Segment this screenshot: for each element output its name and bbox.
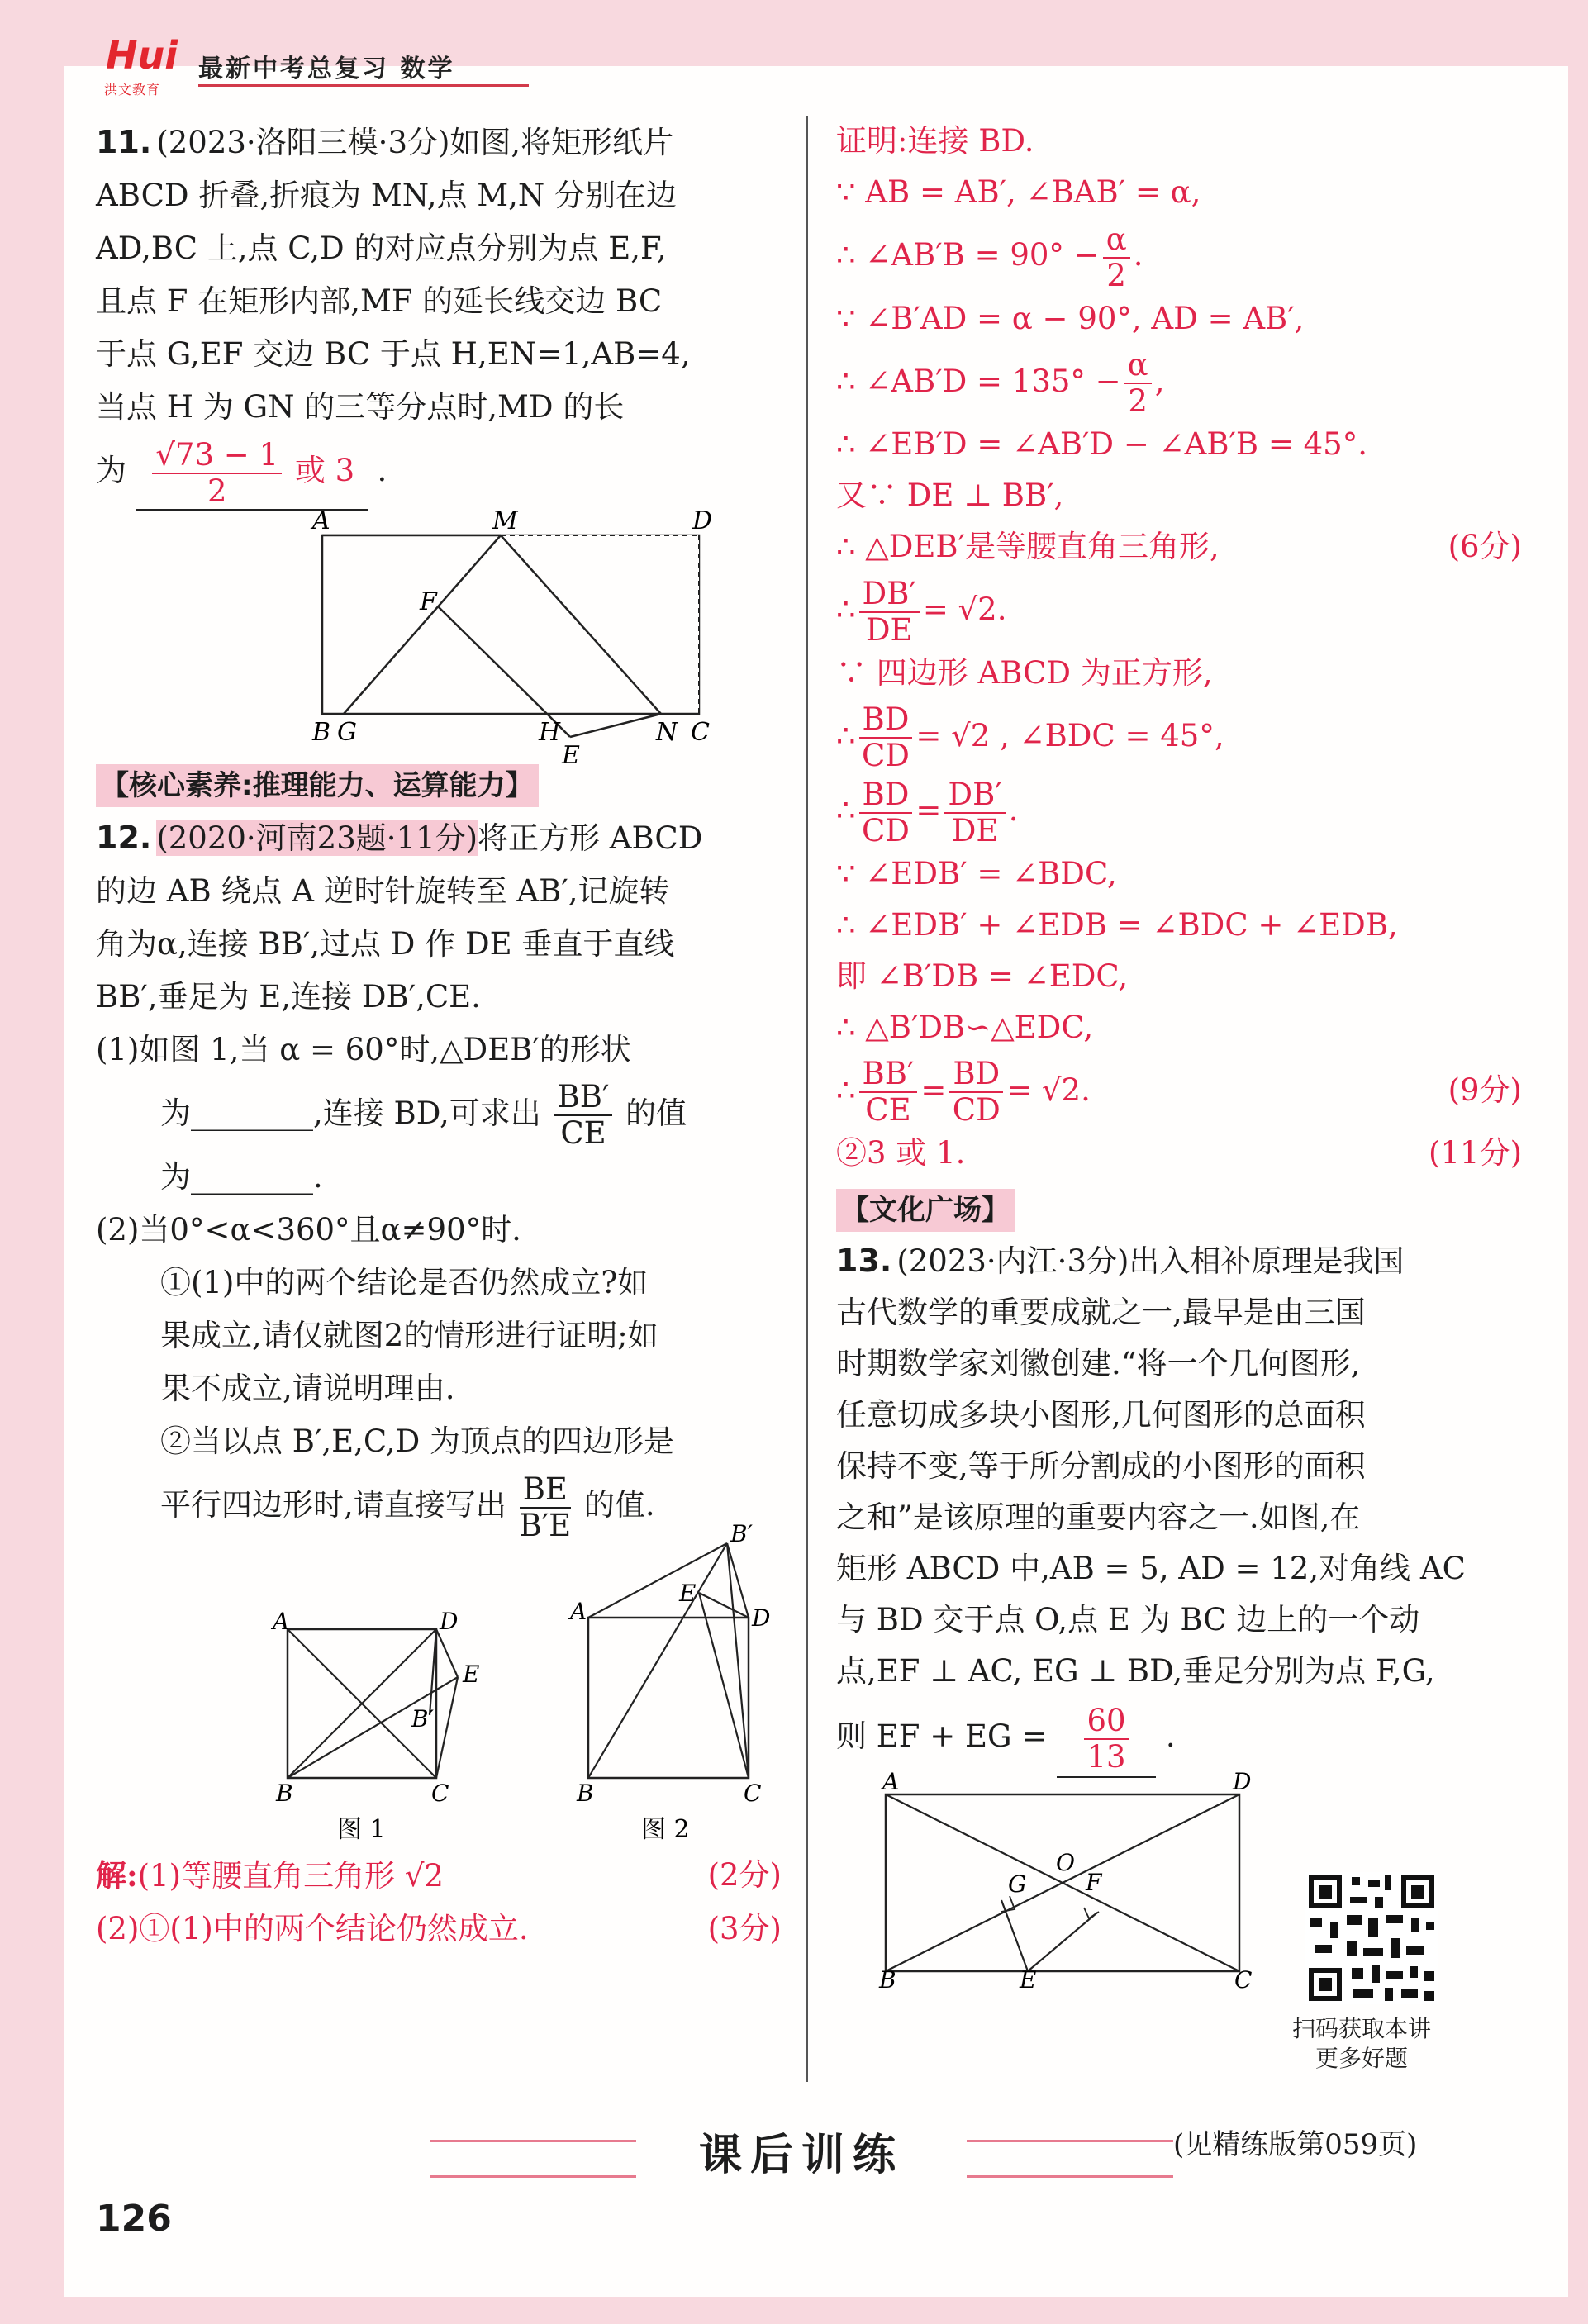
q11-line: AD,BC 上,点 C,D 的对应点分别为点 E,F, [96,230,667,266]
proof-line: ∵ ∠B′AD = α − 90°, AD = AB′, [836,300,1305,336]
label-c: C [691,717,710,747]
score: (9分) [1448,1072,1522,1108]
q12-part2-line: (2)当0°<α<360°且α≠90°时. [96,1212,521,1248]
q12-part2-1-line: 果成立,请仅就图2的情形进行证明;如 [160,1318,658,1353]
fraction-denominator: B′E [519,1507,572,1543]
fraction-denominator: CD [861,812,910,848]
fig1-label-a: A [273,1607,290,1635]
q13-answer-line [836,1697,1522,1778]
answer-blank [136,434,368,511]
fraction-numerator: BD [859,702,913,739]
text: ∴ ∠AB′B = 90° − [836,237,1100,273]
answer-numerator: √73 − 1 [152,438,282,474]
q11-figure [96,506,782,770]
proof-block [836,116,1522,1179]
solution-label: 解: [96,1856,138,1894]
label-d: D [692,506,713,535]
label-f: F [420,587,437,616]
q12-part1-line: (1)如图 1,当 α = 60°时,△DEB′的形状 [96,1031,631,1067]
text: ∴ [836,717,856,753]
text: 则 EF + EG = [836,1718,1048,1754]
text: ∴ [836,592,856,627]
text: 为________,连接 BD,可求出 [160,1095,541,1131]
fig2-label-a: A [570,1597,587,1625]
proof-line [836,699,1522,774]
text: . [1133,237,1143,273]
fraction-denominator: DE [951,812,999,848]
fraction-numerator: DB′ [944,777,1005,814]
label-a: A [312,506,330,535]
q12-source: (2020·河南23题·11分) [156,820,478,856]
proof-line: 即 ∠B′DB = ∠EDC, [836,958,1129,994]
answer-denominator: 2 [207,473,227,509]
fig2-caption: 图 2 [641,1814,690,1844]
qr-caption-line: 扫码获取本讲 [1291,2015,1431,2042]
q13-label-g: G [1008,1870,1027,1898]
q13-line: 任意切成多块小图形,几何图形的总面积 [836,1397,1366,1433]
text: . [1008,792,1019,828]
fraction-denominator: CD [952,1092,1001,1128]
question-number: 11. [96,124,152,160]
answer-suffix: 或 3 [294,453,355,488]
fraction-denominator: DE [865,611,913,648]
fraction-denominator: CD [861,738,910,773]
text: 的值 [625,1095,687,1131]
fraction-numerator: BB′ [554,1080,613,1116]
header-title: 最新中考总复习 数学 [198,55,455,83]
text: 的值. [583,1487,655,1523]
q13-label-b: B [879,1966,896,1994]
q13-label-d: D [1233,1768,1252,1795]
score: (6分) [1448,529,1522,564]
qr-caption-line: 更多好题 [1315,2045,1408,2072]
proof-line: 证明:连接 BD. [836,123,1034,159]
solution-text: (2)①(1)中的两个结论仍然成立. [96,1910,529,1946]
q13-line: 之和”是该原理的重要内容之一.如图,在 [836,1499,1361,1535]
text: ∴ [836,1072,856,1108]
header-underline [198,84,529,87]
q13-label-e: E [1020,1966,1037,1994]
q13-label-a: A [882,1768,900,1795]
left-column [96,116,782,1956]
text: ∴ [836,792,856,828]
proof-line: ∵ 四边形 ABCD 为正方形, [836,654,1213,691]
q11-line: 且点 F 在矩形内部,MF 的延长线交边 BC [96,283,663,319]
text: = √2. [1006,1072,1091,1108]
qr-code[interactable] [1305,1872,1438,2004]
page-number: 126 [96,2198,172,2240]
fraction-denominator: CE [865,1092,911,1128]
q12-part1-line: 为________. [160,1159,323,1195]
text: ∴ △DEB′是等腰直角三角形, [836,529,1220,564]
header [0,0,1588,99]
fig2-label-b: B [577,1779,594,1807]
q13-line: 与 BD 交于点 O,点 E 为 BC 边上的一个动 [836,1602,1420,1637]
answer-denominator: 13 [1086,1738,1126,1775]
q13-line: 保持不变,等于所分割成的小图形的面积 [836,1448,1366,1484]
column-divider [806,116,808,2082]
score: (3分) [707,1910,782,1946]
fraction-numerator: BD [859,777,913,814]
label-e: E [562,740,580,770]
q11-line: 当点 H 为 GN 的三等分点时,MD 的长 [96,389,625,425]
line-en [570,714,661,737]
question-number: 12. [96,819,152,856]
fraction-numerator: BE [520,1472,571,1509]
fig1-label-e: E [463,1660,480,1688]
proof-line [836,345,1522,420]
fraction-numerator: DB′ [859,577,920,613]
qr-caption [1279,2014,1444,2074]
answer-blank [1057,1697,1156,1778]
question-12 [96,811,782,1956]
q13-label-f: F [1086,1869,1102,1896]
fig2-label-d: D [752,1604,771,1632]
fraction-denominator: 2 [1106,257,1126,293]
q11-line: (2023·洛阳三模·3分)如图,将矩形纸片 [156,125,674,160]
q13-line: 时期数学家刘徽创建.“将一个几何图形, [836,1346,1361,1381]
proof-line [836,773,1522,848]
q12-line: 的边 AB 绕点 A 逆时针旋转至 AB′,记旋转 [96,872,670,909]
q13-line: 矩形 ABCD 中,AB = 5, AD = 12,对角线 AC [836,1551,1466,1586]
brand-logo: Hui [106,33,178,78]
label-h: H [539,717,561,747]
q12-line: 将正方形 ABCD [478,820,703,856]
text: = √2 , ∠BDC = 45°, [915,717,1224,753]
see-practice-page: (见精练版第059页) [1173,2128,1418,2161]
end-punct: . [377,453,387,488]
fig2-label-e: E [679,1579,697,1607]
proof-line: ∵ AB = AB′, ∠BAB′ = α, [836,174,1201,210]
banner-title: 课后训练 [636,2120,967,2182]
solution-part1 [96,1849,782,1903]
figure-1 [270,1608,479,1844]
fig1-label-b: B [276,1779,293,1807]
text: 平行四边形时,请直接写出 [160,1487,506,1523]
q11-answer-line [96,434,782,511]
text: = [915,792,942,828]
proof-line: 又∵ DE ⊥ BB′, [836,478,1064,513]
fig1-label-c: C [431,1779,449,1807]
fraction-denominator: 2 [1128,383,1148,419]
q11-line: ABCD 折叠,折痕为 MN,点 M,N 分别在边 [96,178,678,213]
proof-line [836,1053,1522,1129]
proof-line: ∴ ∠EB′D = ∠AB′D − ∠AB′B = 45°. [836,426,1367,462]
q13-label-c: C [1234,1966,1253,1994]
end-punct: . [1165,1718,1176,1754]
fig2-label-c: C [744,1779,762,1807]
fig1-label-bprime: B′ [411,1704,434,1732]
proof-line: ∴ △B′DB∽△EDC, [836,1009,1094,1045]
q12-part2-1-line: 果不成立,请说明理由. [160,1371,455,1406]
fraction-numerator: α [1103,222,1130,259]
question-11 [96,116,782,770]
proof-line: ∵ ∠EDB′ = ∠BDC, [836,855,1117,891]
q13-line: 古代数学的重要成就之一,最早是由三国 [836,1295,1366,1330]
answer-numerator: 60 [1084,1704,1129,1740]
fig2-label-bprime: B′ [730,1519,753,1547]
q13-line: (2023·内江·3分)出入相补原理是我国 [896,1243,1405,1279]
score: (2分) [707,1856,782,1893]
text: , [1154,363,1165,399]
fig1-caption: 图 1 [337,1814,386,1844]
label-m: M [492,506,518,535]
fraction-numerator: BB′ [859,1057,918,1093]
proof-line [836,1128,1522,1179]
fraction-denominator: CE [560,1115,606,1151]
right-column [836,116,1522,1994]
proof-line [836,521,1522,573]
fraction-numerator: α [1124,348,1152,384]
text: = [920,1072,947,1108]
q13-line: 点,EF ⊥ AC, EG ⊥ BD,垂足分别为点 F,G, [836,1653,1435,1689]
brand-subtitle: 洪文教育 [104,82,161,97]
after-class-banner [430,2115,1173,2198]
q11-line: 于点 G,EF 交边 BC 于点 H,EN=1,AB=4, [96,336,691,372]
core-literacy-tag: 【核心素养:推理能力、运算能力】 [96,764,539,807]
question-number: 13. [836,1243,892,1279]
answer-prefix: 为 [96,453,126,488]
label-b: B [312,717,331,747]
text: ②3 或 1. [836,1135,966,1171]
score: (11分) [1429,1135,1522,1171]
q12-part2-1-line: ①(1)中的两个结论是否仍然成立?如 [160,1265,649,1300]
text: = √2. [922,592,1007,627]
culture-tag: 【文化广场】 [836,1189,1015,1232]
q12-part2-2-line [96,1468,782,1543]
q12-part1-line [96,1076,782,1152]
figure-2 [568,1520,770,1844]
solution-text: (1)等腰直角三角形 √2 [137,1857,444,1894]
fig1-label-d: D [440,1607,459,1635]
solution-part2 [96,1903,782,1956]
q12-part2-2-line: ②当以点 B′,E,C,D 为顶点的四边形是 [160,1423,675,1459]
proof-line [836,573,1522,648]
label-g: G [337,717,357,747]
q13-label-o: O [1056,1849,1075,1876]
proof-line: ∴ ∠EDB′ + ∠EDB = ∠BDC + ∠EDB, [836,906,1398,943]
fraction-numerator: BD [949,1057,1003,1093]
label-n: N [656,717,678,747]
proof-line [836,218,1522,293]
q12-line: BB′,垂足为 E,连接 DB′,CE. [96,978,481,1015]
q12-line: 角为α,连接 BB′,过点 D 作 DE 垂直于直线 [96,925,675,962]
text: ∴ ∠AB′D = 135° − [836,363,1121,399]
